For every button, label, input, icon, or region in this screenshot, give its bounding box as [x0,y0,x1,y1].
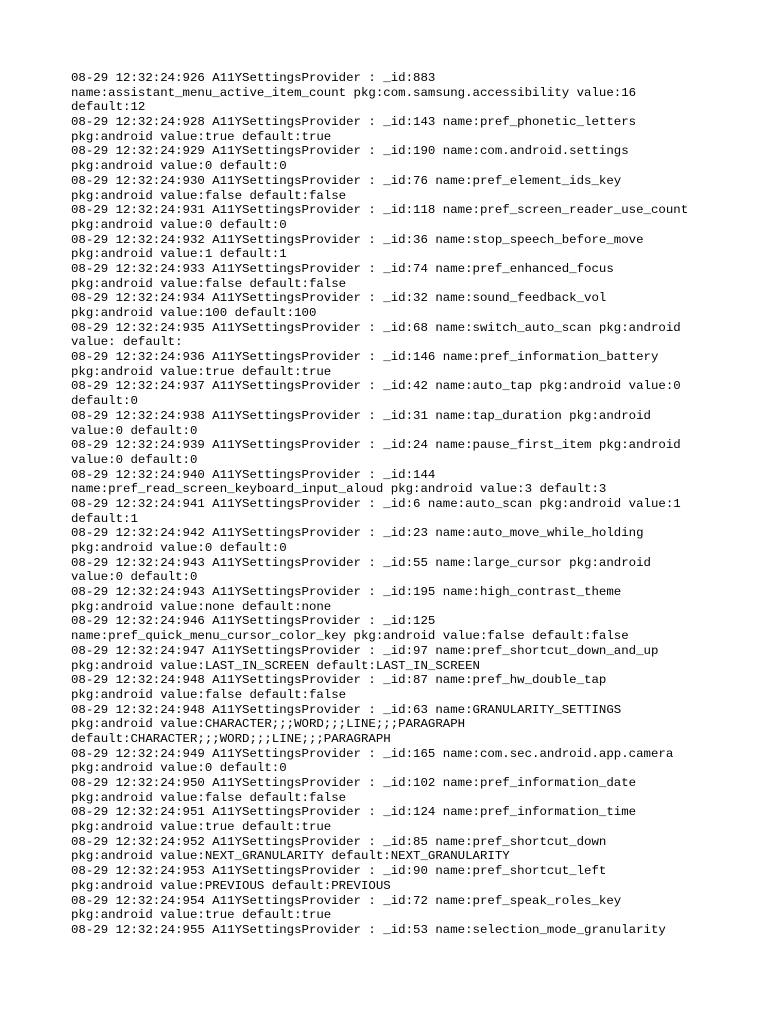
log-line: 08-29 12:32:24:940 A11YSettingsProvider : _id:144 [71,467,436,482]
log-line: pkg:android value:true default:true [71,129,332,144]
log-line: pkg:android value:false default:false [71,790,347,805]
log-line: 08-29 12:32:24:943 A11YSettingsProvider : _id:55 name:large_cursor pkg:android [71,555,651,570]
log-line: pkg:android value:false default:false [71,687,347,702]
log-line: pkg:android value:CHARACTER;;;WORD;;;LINE;;;PARAGRAPH [71,717,466,732]
log-line: name:pref_quick_menu_cursor_color_key pkg:android value:false default:false [71,629,629,644]
log-line: pkg:android value:false default:false [71,276,347,291]
log-line: pkg:android value:LAST_IN_SCREEN default:LAST_IN_SCREEN [71,658,480,673]
log-line: 08-29 12:32:24:928 A11YSettingsProvider : _id:143 name:pref_phonetic_letters [71,115,637,130]
log-line: 08-29 12:32:24:950 A11YSettingsProvider : _id:102 name:pref_information_date [71,776,637,790]
log-line: pkg:android value:true default:true [71,364,332,379]
log-line: default:12 [71,100,146,115]
log-line: 08-29 12:32:24:951 A11YSettingsProvider : _id:124 name:pref_information_time [71,805,637,820]
log-line: 08-29 12:32:24:952 A11YSettingsProvider : _id:85 name:pref_shortcut_down [71,834,607,849]
log-line: 08-29 12:32:24:947 A11YSettingsProvider : _id:97 name:pref_shortcut_down_and_up [71,643,659,658]
log-line: pkg:android value:false default:false [71,188,347,203]
log-line: pkg:android value:true default:true [71,820,332,835]
log-line: pkg:android value:100 default:100 [71,306,317,320]
log-line: pkg:android value:PREVIOUS default:PREVIOUS [71,878,391,893]
log-line: default:0 [71,394,138,409]
log-line: 08-29 12:32:24:932 A11YSettingsProvider : _id:36 name:stop_speech_before_move [71,232,644,247]
log-line: 08-29 12:32:24:931 A11YSettingsProvider : _id:118 name:pref_screen_reader_use_count [71,203,689,218]
log-line: value: default: [71,335,183,350]
log-line: 08-29 12:32:24:934 A11YSettingsProvider : _id:32 name:sound_feedback_vol [71,291,607,306]
log-line: 08-29 12:32:24:953 A11YSettingsProvider : _id:90 name:pref_shortcut_left [71,864,607,879]
log-line: pkg:android value:0 default:0 [71,761,287,776]
log-line: 08-29 12:32:24:948 A11YSettingsProvider : _id:87 name:pref_hw_double_tap [71,673,607,688]
log-line: pkg:android value:NEXT_GRANULARITY default:NEXT_GRANULARITY [71,849,510,864]
log-line: 08-29 12:32:24:926 A11YSettingsProvider : _id:883 [71,71,436,85]
log-line: 08-29 12:32:24:941 A11YSettingsProvider : _id:6 name:auto_scan pkg:android value:1 [71,496,681,511]
log-line: pkg:android value:0 default:0 [71,541,287,555]
log-line: pkg:android value:true default:true [71,908,332,923]
log-line: pkg:android value:0 default:0 [71,217,287,232]
log-line: 08-29 12:32:24:937 A11YSettingsProvider : _id:42 name:auto_tap pkg:android value:0 [71,379,681,394]
log-line: 08-29 12:32:24:933 A11YSettingsProvider : _id:74 name:pref_enhanced_focus [71,261,614,276]
log-line: value:0 default:0 [71,452,198,467]
log-line: pkg:android value:none default:none [71,599,332,614]
log-line: 08-29 12:32:24:939 A11YSettingsProvider : _id:24 name:pause_first_item pkg:android [71,438,681,453]
log-line: value:0 default:0 [71,423,198,438]
log-line: 08-29 12:32:24:942 A11YSettingsProvider : _id:23 name:auto_move_while_holding [71,526,644,541]
log-line: 08-29 12:32:24:955 A11YSettingsProvider : _id:53 name:selection_mode_granularity [71,922,666,937]
log-line: name:pref_read_screen_keyboard_input_aloud pkg:android value:3 default:3 [71,482,607,497]
log-line: 08-29 12:32:24:954 A11YSettingsProvider : _id:72 name:pref_speak_roles_key [71,893,622,908]
log-line: pkg:android value:0 default:0 [71,159,287,174]
log-line: 08-29 12:32:24:943 A11YSettingsProvider : _id:195 name:high_contrast_theme [71,585,622,600]
log-line: 08-29 12:32:24:929 A11YSettingsProvider : _id:190 name:com.android.settings [71,144,629,159]
log-line: 08-29 12:32:24:946 A11YSettingsProvider : _id:125 [71,614,436,629]
log-line: 08-29 12:32:24:938 A11YSettingsProvider : _id:31 name:tap_duration pkg:android [71,408,651,423]
log-line: pkg:android value:1 default:1 [71,247,287,262]
log-line: 08-29 12:32:24:930 A11YSettingsProvider : _id:76 name:pref_element_ids_key [71,173,622,188]
log-line: 08-29 12:32:24:936 A11YSettingsProvider : _id:146 name:pref_information_battery [71,350,659,365]
log-line: 08-29 12:32:24:949 A11YSettingsProvider : _id:165 name:com.sec.android.app.camera [71,746,674,761]
log-document [71,71,751,938]
log-line: name:assistant_menu_active_item_count pkg:com.samsung.accessibility value:16 [71,85,637,100]
log-line: default:CHARACTER;;;WORD;;;LINE;;;PARAGRAPH [71,731,391,746]
log-line: 08-29 12:32:24:948 A11YSettingsProvider : _id:63 name:GRANULARITY_SETTINGS [71,702,622,717]
log-line: 08-29 12:32:24:935 A11YSettingsProvider : _id:68 name:switch_auto_scan pkg:android [71,320,681,335]
log-line: value:0 default:0 [71,570,198,585]
log-line: default:1 [71,511,138,526]
